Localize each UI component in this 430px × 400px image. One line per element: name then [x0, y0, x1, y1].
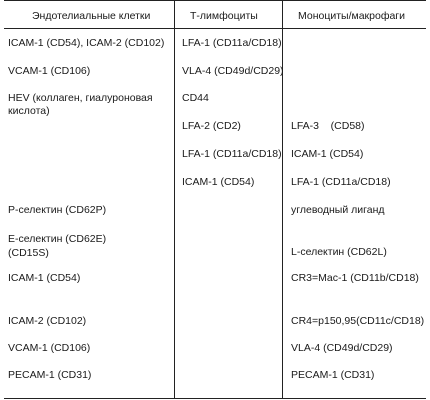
adhesion-molecule-table [4, 0, 426, 399]
table-cell: CD44 [182, 92, 209, 104]
table-cell: VCAM-1 (CD106) [8, 65, 91, 77]
table-cell: Р-селектин (CD62P) [8, 204, 107, 216]
table-cell: LFA-2 (CD2) [182, 120, 241, 132]
table-top-rule [4, 0, 426, 1]
table-cell: PECAM-1 (CD31) [8, 369, 92, 381]
header-bottom-rule [4, 28, 426, 29]
table-cell: LFA-3 (CD58) [291, 120, 365, 132]
table-cell: LFA-1 (CD11a/CD18) [182, 148, 282, 160]
table-cell: ICAM-1 (CD54) [291, 148, 364, 160]
table-cell: LFA-1 (CD11a/CD18) [291, 176, 391, 188]
column-header-t-lymphocytes: Т-лимфоциты [190, 10, 258, 22]
column-header-monocytes: Моноциты/макрофаги [298, 10, 405, 22]
table-cell: ICAM-1 (CD54) [182, 176, 255, 188]
table-cell: VLA-4 (CD49d/CD29) [182, 65, 284, 77]
table-cell: LFA-1 (CD11a/CD18) [182, 37, 282, 49]
column-header-endothelial: Эндотелиальные клетки [32, 10, 151, 22]
table-bottom-rule [4, 398, 426, 399]
table-cell: ICAM-1 (CD54), ICAM-2 (CD102) [8, 37, 165, 49]
table-cell: VCAM-1 (CD106) [8, 342, 91, 354]
table-cell: PECAM-1 (CD31) [291, 369, 375, 381]
table-cell: CR4=p150,95(CD11c/CD18) [291, 315, 425, 327]
column-divider [282, 0, 283, 399]
column-divider [174, 0, 175, 399]
table-cell: углеводный лиганд [291, 204, 385, 216]
table-cell: HEV (коллаген, гиалуроновая кислота) [8, 92, 153, 117]
table-cell: ICAM-2 (CD102) [8, 315, 87, 327]
table-cell: L-селектин (CD62L) [291, 246, 387, 258]
table-cell: Е-селектин (CD62E) (CD15S) [8, 233, 107, 259]
table-cell: VLA-4 (CD49d/CD29) [291, 342, 393, 354]
table-cell: ICAM-1 (CD54) [8, 272, 81, 284]
table-cell: CR3=Mac-1 (CD11b/CD18) [291, 272, 419, 284]
